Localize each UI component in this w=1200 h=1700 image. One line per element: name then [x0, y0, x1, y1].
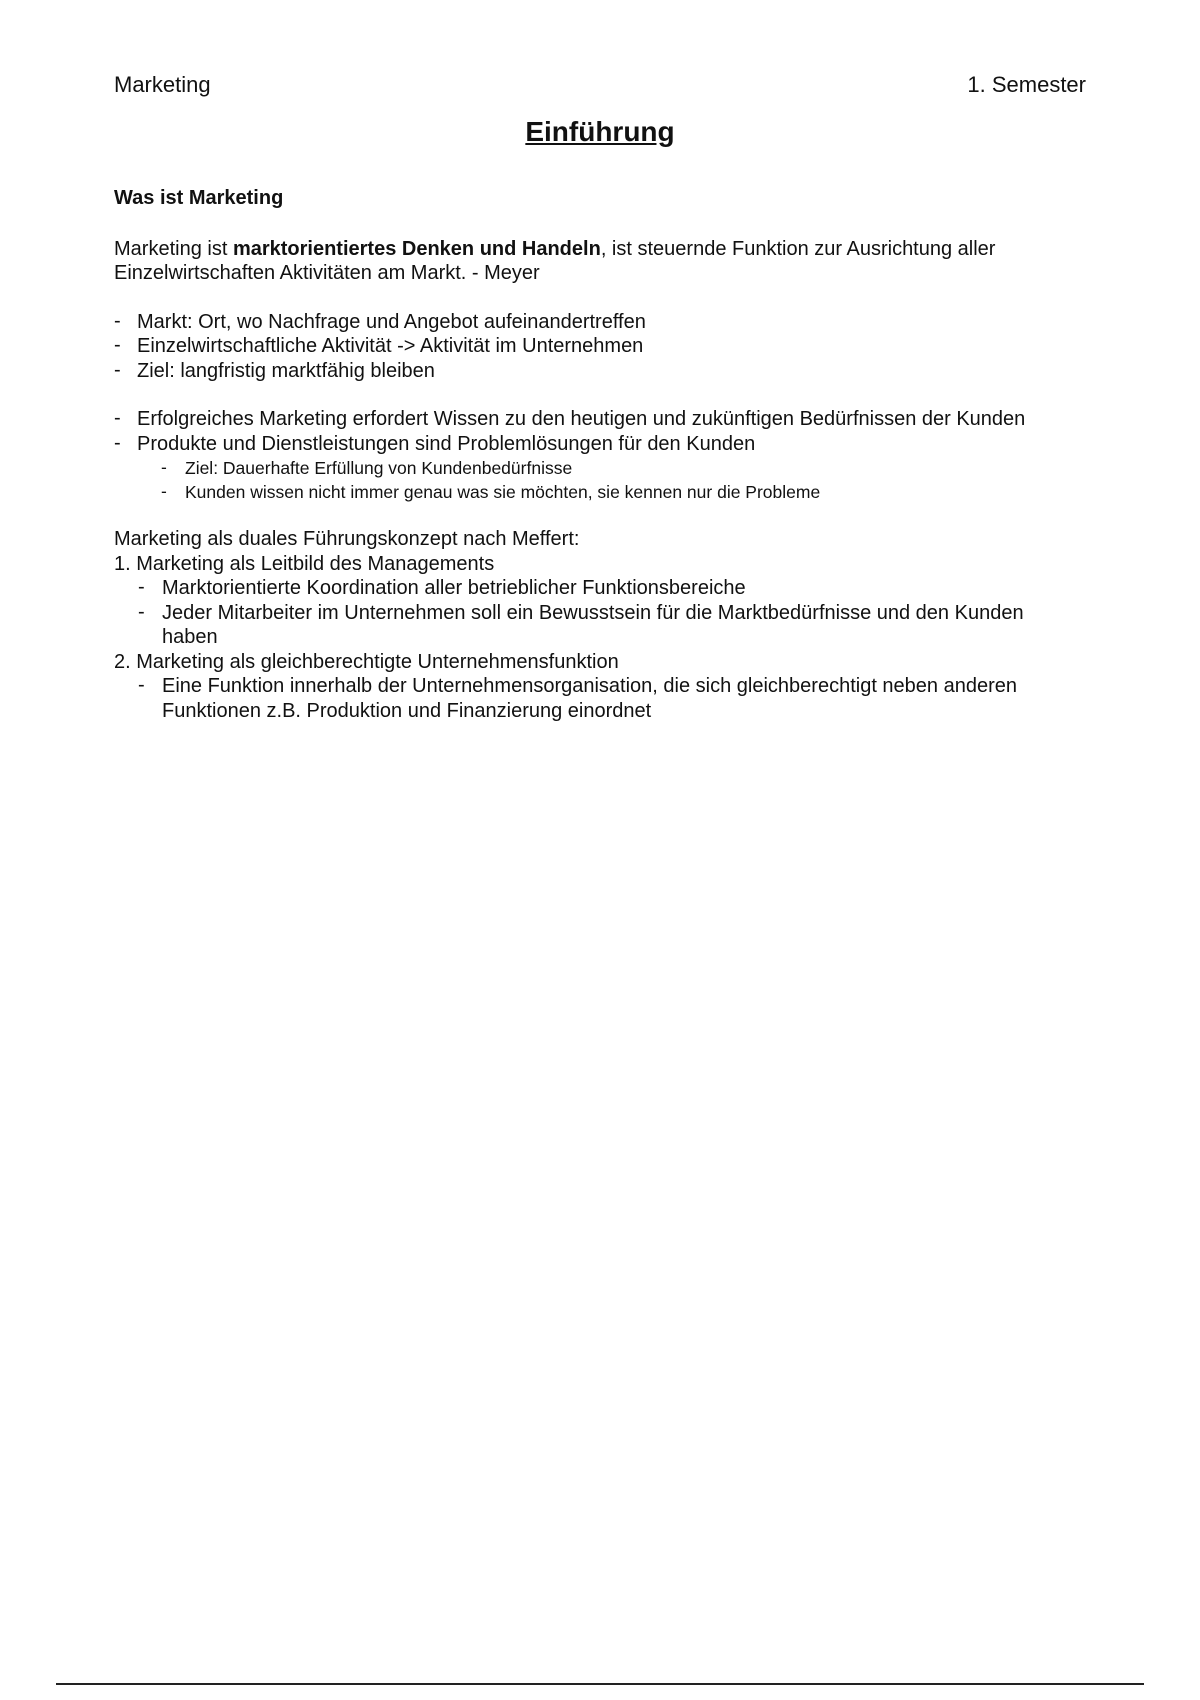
- page-title: Einführung: [525, 116, 675, 147]
- sub-list-item: - Kunden wissen nicht immer genau was sie möchten, sie kennen nur die Probleme: [161, 480, 1074, 504]
- section-heading: Was ist Marketing: [114, 187, 284, 209]
- sub-list-item: - Jeder Mitarbeiter im Unternehmen soll ein Bewusstsein für die Marktbedürfnisse und den Kunden haben: [138, 601, 1074, 650]
- list-item: - Erfolgreiches Marketing erfordert Wissen zu den heutigen und zukünftigen Bedürfnissen der Kunden: [114, 407, 1074, 432]
- sub-list-item: - Eine Funktion innerhalb der Unternehmensorganisation, die sich gleichberechtigt neben anderen Funktionen z.B. Produktion und Finanzierung einordnet: [138, 674, 1074, 723]
- numbered-item: [114, 552, 1074, 650]
- definition-paragraph: [114, 237, 1074, 286]
- list-item: - Ziel: langfristig marktfähig bleiben: [114, 359, 1074, 384]
- footer-divider: [56, 1683, 1144, 1685]
- sub-list-item: - Marktorientierte Koordination aller betrieblicher Funktionsbereiche: [138, 576, 1074, 601]
- definition-text-start: Marketing ist: [114, 237, 233, 260]
- list-item-text: Produkte und Dienstleistungen sind Problemlösungen für den Kunden: [137, 432, 756, 455]
- list-item: - Markt: Ort, wo Nachfrage und Angebot aufeinandertreffen: [114, 310, 1074, 335]
- definition-bold: marktorientiertes Denken und Handeln: [232, 237, 601, 260]
- numbered-item-label: 1. Marketing als Leitbild des Managements: [114, 552, 495, 575]
- definition-text-end: , ist steuernde Funktion zur Ausrichtung aller Einzelwirtschaften Aktivitäten am Markt. - Meyer: [114, 237, 996, 284]
- sub-list: [161, 456, 1074, 504]
- numbered-item-label: 2. Marketing als gleichberechtigte Unternehmensfunktion: [114, 650, 619, 673]
- sub-list: [138, 674, 1074, 723]
- list-item: - Einzelwirtschaftliche Aktivität -> Aktivität im Unternehmen: [114, 334, 1074, 359]
- list-item: [114, 432, 1074, 505]
- concept-list: [114, 552, 1074, 724]
- document-body: [114, 186, 1074, 723]
- definition-list: [114, 310, 1074, 384]
- sub-list-item: - Ziel: Dauerhafte Erfüllung von Kundenbedürfnisse: [161, 456, 1074, 480]
- page-header: [114, 72, 1086, 102]
- success-list: [114, 407, 1074, 504]
- header-semester: 1. Semester: [967, 72, 1086, 97]
- sub-list: [138, 576, 1074, 650]
- numbered-item: [114, 650, 1074, 724]
- header-subject: Marketing: [114, 72, 211, 97]
- concept-intro: Marketing als duales Führungskonzept nach Meffert:: [114, 528, 580, 550]
